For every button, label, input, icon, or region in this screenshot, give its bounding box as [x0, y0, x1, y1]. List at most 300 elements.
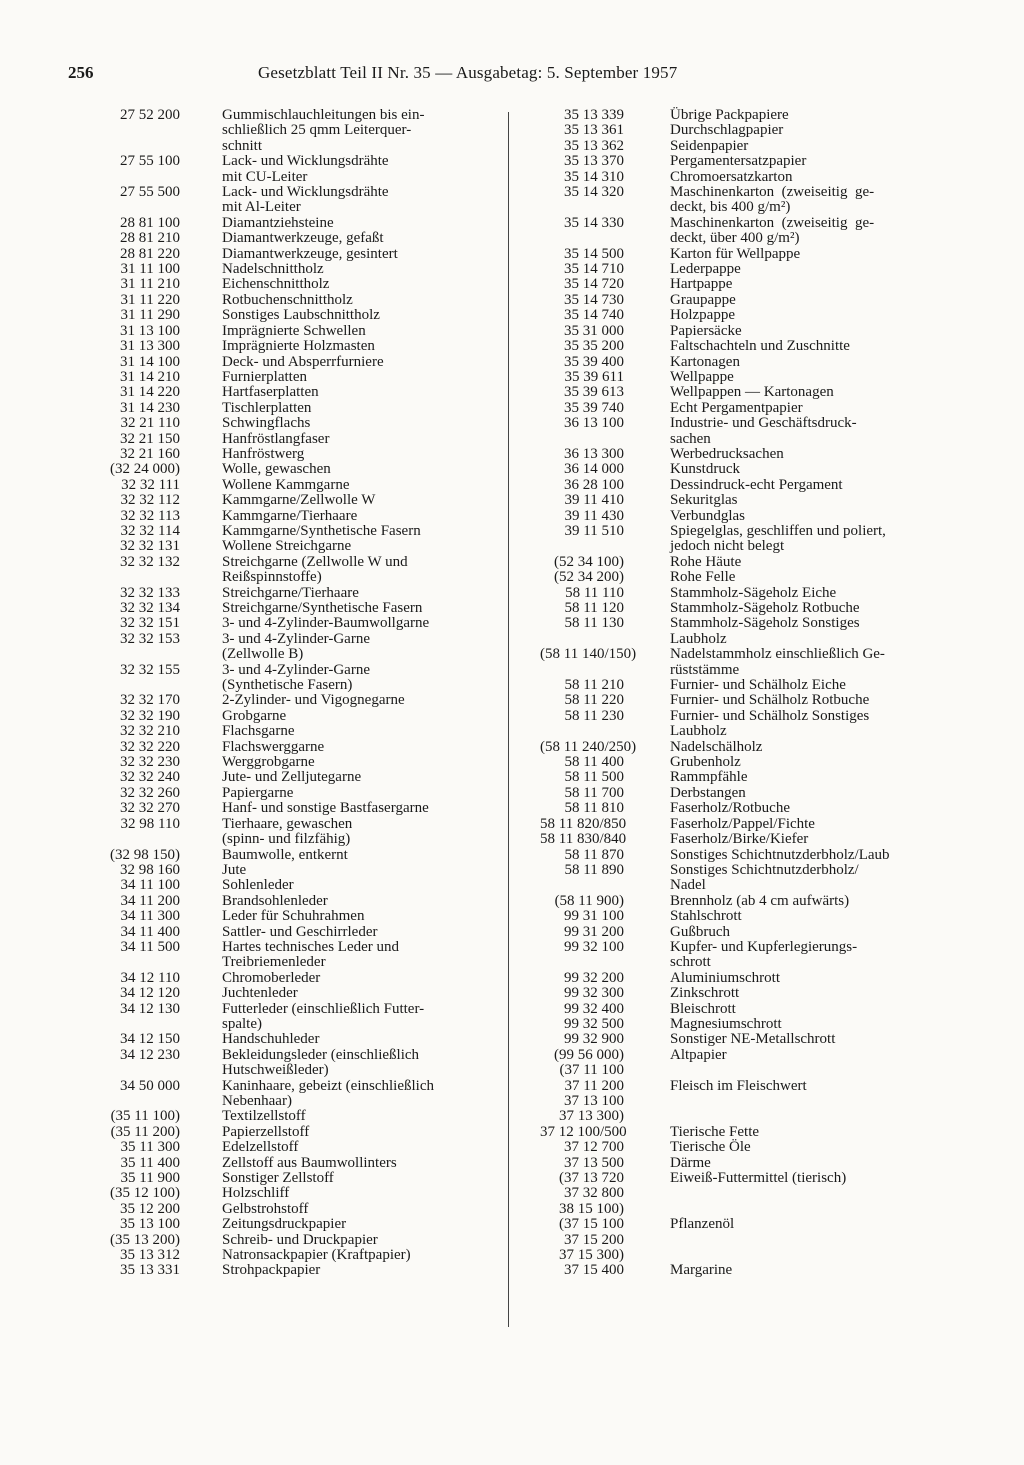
list-item [90, 339, 510, 354]
item-description: Jute- und Zelljutegarne [222, 769, 362, 786]
list-item [90, 786, 510, 801]
item-code: 99 32 200 [564, 969, 624, 986]
item-code: 32 21 150 [120, 430, 180, 447]
item-description: 3- und 4-Zylinder-Baumwollgarne [222, 615, 430, 632]
item-description: 3- und 4-Zylinder-Garne (Zellwolle B) [222, 630, 370, 663]
item-code: 32 32 114 [120, 522, 180, 539]
item-description: Diamantwerkzeuge, gesintert [222, 245, 398, 262]
item-code: 35 39 400 [564, 353, 624, 370]
item-description: Gußbruch [670, 923, 730, 940]
item-description [670, 1094, 960, 1109]
list-item [540, 216, 960, 247]
item-description: Imprägnierte Holzmasten [222, 338, 375, 355]
item-description: Handschuhleder [222, 1031, 320, 1048]
list-item [90, 231, 510, 246]
item-description: Futterleder (einschließlich Futter- spalte) [222, 1000, 425, 1032]
item-description: Pergamentersatzpapier [670, 153, 807, 170]
item-description: Kartonagen [670, 353, 740, 370]
list-item [540, 1140, 960, 1155]
item-code: 32 32 111 [121, 476, 180, 493]
item-code: 32 32 131 [120, 538, 180, 555]
list-item [540, 940, 960, 971]
list-item [540, 1202, 960, 1217]
item-code: 28 81 100 [120, 214, 180, 231]
list-item [90, 324, 510, 339]
item-description: Textilzellstoff [222, 1108, 306, 1125]
item-description: Kammgarne/Tierhaare [222, 507, 358, 524]
item-code: 58 11 400 [564, 754, 624, 771]
item-description: Sonstiger NE-Metallschrott [670, 1031, 836, 1048]
item-code: 31 11 100 [120, 261, 180, 278]
item-description: Nadelstammholz einschließlich Ge- rüststämme [670, 646, 885, 678]
list-item [540, 462, 960, 477]
item-description: Nadelschnittholz [222, 261, 324, 278]
page-title: Gesetzblatt Teil II Nr. 35 — Ausgabetag: 5. September 1957 [258, 63, 678, 82]
item-code: 58 11 120 [564, 600, 624, 616]
list-item [540, 925, 960, 940]
item-code: 35 14 740 [564, 307, 624, 324]
item-code: 36 28 100 [564, 476, 624, 493]
item-code: (35 13 200) [110, 1231, 180, 1248]
item-code: 36 14 000 [564, 461, 624, 478]
item-code: (32 98 150) [110, 846, 180, 863]
item-description: Echt Pergamentpapier [670, 399, 803, 416]
item-code: 99 32 500 [564, 1015, 624, 1032]
list-item [540, 185, 960, 216]
item-description: Sekuritglas [670, 492, 738, 509]
list-item [90, 601, 510, 616]
list-item [540, 1248, 960, 1263]
item-description: Maschinenkarton (zweiseitig ge- deckt, bis 400 g/m²) [670, 184, 875, 216]
item-code: 32 32 151 [120, 615, 180, 632]
item-code: 32 98 160 [120, 861, 180, 878]
item-description: Stahlschrott [670, 908, 742, 925]
item-code: (58 11 240/250) [540, 738, 637, 755]
list-item [540, 154, 960, 169]
list-item [540, 786, 960, 801]
list-item [90, 616, 510, 631]
item-code: 35 39 613 [564, 384, 624, 401]
item-description: Schwingflachs [222, 415, 311, 432]
list-item [540, 123, 960, 138]
item-description: Dessindruck-echt Pergament [670, 476, 843, 493]
item-description: Lederpappe [670, 261, 741, 278]
item-code: 35 39 740 [564, 399, 624, 416]
item-code: 31 14 220 [120, 384, 180, 401]
item-code: 58 11 870 [564, 846, 624, 863]
item-description: Deck- und Absperrfurniere [222, 353, 384, 370]
list-item [90, 817, 510, 848]
list-item [90, 385, 510, 400]
list-item [90, 262, 510, 277]
item-description: Eichenschnittholz [222, 276, 330, 293]
item-code: 58 11 890 [564, 861, 624, 878]
item-description: Kaninhaare, gebeizt (einschließlich Nebenhaar) [222, 1077, 434, 1109]
list-item [540, 108, 960, 123]
item-description [670, 1186, 960, 1201]
item-description: Natronsackpapier (Kraftpapier) [222, 1247, 411, 1264]
item-description: Lack- und Wicklungsdrähte mit CU-Leiter [222, 153, 389, 185]
item-description: Edelzellstoff [222, 1139, 299, 1156]
item-code: 32 32 190 [120, 707, 180, 724]
list-item [90, 878, 510, 893]
item-description: Jute [222, 861, 247, 878]
list-item [540, 478, 960, 493]
list-item [540, 324, 960, 339]
item-code: 32 98 110 [120, 815, 180, 832]
list-item [90, 1140, 510, 1155]
item-code: 35 11 300 [120, 1139, 180, 1156]
item-code: 35 14 330 [564, 214, 624, 231]
item-code: 58 11 810 [564, 800, 624, 817]
item-description: Diamantziehsteine [222, 214, 334, 231]
list-item [90, 1248, 510, 1263]
item-description: Hanfröstwerg [222, 445, 305, 462]
list-item [90, 462, 510, 477]
item-description: Tischlerplatten [222, 399, 312, 416]
item-code: 35 35 200 [564, 338, 624, 355]
item-description: Wollene Kammgarne [222, 476, 350, 493]
item-code: 32 32 270 [120, 800, 180, 817]
item-description: Juchtenleder [222, 985, 298, 1002]
list-item [540, 355, 960, 370]
item-code: 58 11 230 [564, 707, 624, 724]
item-code: 31 13 300 [120, 338, 180, 355]
item-code: 32 32 132 [120, 553, 180, 570]
item-code: 99 32 300 [564, 985, 624, 1002]
item-description: Wolle, gewaschen [222, 461, 331, 478]
list-item [540, 709, 960, 740]
item-code: 31 11 210 [120, 276, 180, 293]
item-description: Tierische Öle [670, 1139, 751, 1156]
item-description: Verbundglas [670, 507, 745, 524]
item-description: Durchschlagpapier [670, 122, 784, 139]
item-code: 27 55 100 [120, 153, 180, 170]
item-description: Nadelschälholz [670, 738, 763, 755]
item-description: Tierhaare, gewaschen (spinn- und filzfähig) [222, 815, 353, 848]
item-code: 35 14 720 [564, 276, 624, 293]
list-item [90, 493, 510, 508]
item-code: 32 32 170 [120, 692, 180, 709]
item-description: Eiweiß-Futtermittel (tierisch) [670, 1170, 847, 1187]
list-item [540, 678, 960, 693]
item-description: 2-Zylinder- und Vigognegarne [222, 692, 405, 709]
list-item [540, 370, 960, 385]
item-code: 32 21 160 [120, 445, 180, 462]
item-description: Stammholz-Sägeholz Rotbuche [670, 600, 860, 616]
item-description: Kammgarne/Synthetische Fasern [222, 522, 421, 539]
item-description: Hartfaserplatten [222, 384, 319, 401]
list-item [90, 586, 510, 601]
list-item [90, 632, 510, 663]
item-code: 39 11 410 [564, 492, 624, 509]
list-item [540, 986, 960, 1001]
column-divider [508, 112, 509, 1327]
item-code: 35 13 362 [564, 137, 624, 154]
item-description: Gummischlauchleitungen bis ein- schließlich 25 qmm Leiterquer- schnitt [222, 107, 425, 154]
item-description: Faserholz/Rotbuche [670, 800, 790, 817]
list-item [90, 1002, 510, 1033]
item-code: 28 81 210 [120, 230, 180, 247]
list-item [90, 308, 510, 323]
list-item [540, 770, 960, 785]
item-description: Zinkschrott [670, 985, 740, 1002]
item-code: (58 11 900) [554, 892, 624, 909]
item-code: 32 32 113 [120, 507, 180, 524]
list-item [90, 247, 510, 262]
list-item [90, 416, 510, 431]
list-item [540, 555, 960, 570]
item-description: Furnier- und Schälholz Rotbuche [670, 692, 870, 709]
item-description: Aluminiumschrott [670, 969, 780, 986]
list-item [90, 1125, 510, 1140]
list-item [90, 1048, 510, 1079]
list-item [540, 139, 960, 154]
item-description: Furnierplatten [222, 368, 307, 385]
item-code: 34 11 400 [120, 923, 180, 940]
item-description: Kammgarne/Zellwolle W [222, 492, 376, 509]
item-description: Bekleidungsleder (einschließlich Hutschweißleder) [222, 1046, 420, 1079]
item-code: 58 11 500 [564, 769, 624, 786]
item-code: 35 39 611 [564, 368, 624, 385]
item-description: Streichgarne/Tierhaare [222, 584, 359, 601]
item-code: 34 50 000 [120, 1077, 180, 1094]
item-code: 99 32 900 [564, 1031, 624, 1048]
item-code: 31 13 100 [120, 322, 180, 339]
list-item [540, 863, 960, 894]
item-code: 35 14 320 [564, 184, 624, 201]
list-item [90, 894, 510, 909]
list-item [540, 293, 960, 308]
list-item [90, 755, 510, 770]
item-description: Wellpappen — Kartonagen [670, 384, 834, 401]
item-description: Papiersäcke [670, 322, 742, 339]
item-description: Kupfer- und Kupferlegierungs- schrott [670, 938, 858, 971]
list-item [90, 555, 510, 586]
list-item [90, 478, 510, 493]
list-item [540, 1079, 960, 1094]
item-description: Sattler- und Geschirrleder [222, 923, 378, 940]
item-description: Imprägnierte Schwellen [222, 322, 366, 339]
page-number: 256 [68, 63, 94, 82]
list-item [540, 1017, 960, 1032]
item-description: Wollene Streichgarne [222, 538, 352, 555]
item-description: Spiegelglas, geschliffen und poliert, jedoch nicht belegt [670, 522, 886, 555]
item-description: Werbedrucksachen [670, 445, 784, 462]
list-item [540, 848, 960, 863]
list-item [540, 586, 960, 601]
item-code: 34 12 110 [120, 969, 180, 986]
list-item [90, 971, 510, 986]
item-description: Papierzellstoff [222, 1123, 310, 1140]
item-code: 35 14 500 [564, 245, 624, 262]
list-item [90, 401, 510, 416]
item-code: 34 12 150 [120, 1031, 180, 1048]
item-description: Tierische Fette [670, 1123, 760, 1140]
list-item [90, 1186, 510, 1201]
list-item [90, 770, 510, 785]
item-code: 34 11 300 [120, 908, 180, 925]
item-code: (35 11 100) [110, 1108, 180, 1125]
list-item [540, 1109, 960, 1124]
item-description: Schreib- und Druckpapier [222, 1231, 378, 1248]
list-item [540, 447, 960, 462]
item-description: Margarine [670, 1262, 733, 1279]
item-code: 32 32 230 [120, 754, 180, 771]
item-code: (52 34 200) [554, 569, 624, 586]
list-item [90, 1202, 510, 1217]
item-description: Maschinenkarton (zweiseitig ge- deckt, über 400 g/m²) [670, 214, 875, 247]
item-description: Sonstiges Laubschnittholz [222, 307, 380, 324]
item-code: 34 11 500 [120, 938, 180, 955]
list-item [540, 277, 960, 292]
item-description: Stammholz-Sägeholz Eiche [670, 584, 837, 601]
item-code: 35 12 200 [120, 1200, 180, 1217]
item-description: Altpapier [670, 1046, 727, 1063]
list-item [540, 339, 960, 354]
item-description: Sonstiges Schichtnutzderbholz/ Nadel [670, 861, 859, 894]
item-code: 99 31 200 [564, 923, 624, 940]
item-code: 37 12 100/500 [540, 1123, 627, 1140]
list-item [540, 416, 960, 447]
item-code: 37 13 300) [559, 1108, 624, 1125]
item-code: 58 11 700 [564, 784, 624, 801]
item-description: Rotbuchenschnittholz [222, 291, 353, 308]
item-code: 32 32 112 [120, 492, 180, 509]
item-code: 39 11 510 [564, 522, 624, 539]
item-code: 99 31 100 [564, 908, 624, 925]
list-item [90, 801, 510, 816]
list-item [90, 216, 510, 231]
list-item [540, 755, 960, 770]
item-code: 58 11 220 [564, 692, 624, 709]
page-header [68, 60, 968, 86]
item-description: Faltschachteln und Zuschnitte [670, 338, 850, 355]
list-item [540, 570, 960, 585]
list-item [90, 432, 510, 447]
item-code: 36 13 100 [564, 415, 624, 432]
list-item [540, 170, 960, 185]
list-item [90, 108, 510, 154]
item-code: 32 32 153 [120, 630, 180, 647]
item-description: Streichgarne/Synthetische Fasern [222, 600, 423, 616]
list-item [90, 277, 510, 292]
item-description: Stammholz-Sägeholz Sonstiges Laubholz [670, 615, 860, 647]
item-description: Sonstiger Zellstoff [222, 1170, 334, 1187]
item-code: 31 11 220 [120, 291, 180, 308]
list-item [90, 940, 510, 971]
item-code: 35 13 361 [564, 122, 624, 139]
item-description: Graupappe [670, 291, 736, 308]
item-code: 58 11 130 [564, 615, 624, 632]
item-code: 34 11 200 [120, 892, 180, 909]
item-code: 34 12 130 [120, 1000, 180, 1017]
list-item [540, 971, 960, 986]
item-description: Industrie- und Geschäftsdruck- sachen [670, 415, 857, 447]
list-item [90, 524, 510, 539]
item-description: Brennholz (ab 4 cm aufwärts) [670, 892, 850, 909]
item-code: 32 32 210 [120, 723, 180, 740]
list-item [540, 616, 960, 647]
item-description: Seidenpapier [670, 137, 749, 154]
item-code: 35 13 370 [564, 153, 624, 170]
item-code: 35 14 310 [564, 168, 624, 185]
list-item [540, 1186, 960, 1201]
item-code: 99 32 100 [564, 938, 624, 955]
item-code: (32 24 000) [110, 461, 180, 478]
list-item [90, 1156, 510, 1171]
list-item [540, 1094, 960, 1109]
item-code: (35 11 200) [110, 1123, 180, 1140]
list-item [540, 1156, 960, 1171]
list-item [540, 909, 960, 924]
item-description: 3- und 4-Zylinder-Garne (Synthetische Fasern) [222, 661, 370, 694]
list-item [90, 1217, 510, 1232]
item-code: 58 11 830/840 [540, 831, 627, 848]
item-description: Strohpackpapier [222, 1262, 321, 1279]
list-item [90, 848, 510, 863]
item-description: Gelbstrohstoff [222, 1200, 309, 1217]
item-description: Diamantwerkzeuge, gefaßt [222, 230, 384, 247]
item-code: 34 12 230 [120, 1046, 180, 1063]
list-item [540, 524, 960, 555]
list-item [90, 909, 510, 924]
item-code: 32 32 133 [120, 584, 180, 601]
item-code: 32 21 110 [120, 415, 180, 432]
list-item [540, 740, 960, 755]
item-code: 32 32 155 [120, 661, 180, 678]
list-item [90, 1032, 510, 1047]
item-description: Wellpappe [670, 368, 734, 385]
list-item [540, 817, 960, 832]
list-item [90, 740, 510, 755]
item-code: 37 12 700 [564, 1139, 624, 1156]
item-description: Pflanzenöl [670, 1216, 735, 1233]
list-item [540, 1032, 960, 1047]
item-code: 35 14 710 [564, 261, 624, 278]
list-item [540, 894, 960, 909]
list-item [90, 863, 510, 878]
item-description: Karton für Wellpappe [670, 245, 801, 262]
item-code: 37 15 200 [564, 1231, 624, 1248]
item-description: Grubenholz [670, 754, 741, 771]
item-code: 31 14 230 [120, 399, 180, 416]
item-description [670, 1109, 960, 1124]
item-description: Hartpappe [670, 276, 733, 293]
list-item [90, 925, 510, 940]
item-code: 37 11 200 [564, 1077, 624, 1094]
item-code: 35 11 900 [120, 1170, 180, 1187]
list-item [540, 1263, 960, 1278]
list-item [90, 1171, 510, 1186]
item-code: 58 11 210 [564, 677, 624, 694]
item-description: Chromoberleder [222, 969, 321, 986]
list-item [540, 385, 960, 400]
item-code: 31 11 290 [120, 307, 180, 324]
list-item [540, 1125, 960, 1140]
item-description: Holzschliff [222, 1185, 290, 1202]
item-code: 37 15 400 [564, 1262, 624, 1279]
item-code: 34 12 120 [120, 985, 180, 1002]
item-description: Lack- und Wicklungsdrähte mit Al-Leiter [222, 184, 389, 216]
item-code: (35 12 100) [110, 1185, 180, 1202]
item-description: Sonstiges Schichtnutzderbholz/Laub [670, 846, 890, 863]
item-code: 32 32 240 [120, 769, 180, 786]
item-description: Rohe Felle [670, 569, 736, 586]
item-description [670, 1248, 960, 1263]
item-code: 99 32 400 [564, 1000, 624, 1017]
item-code: 35 13 312 [120, 1247, 180, 1264]
